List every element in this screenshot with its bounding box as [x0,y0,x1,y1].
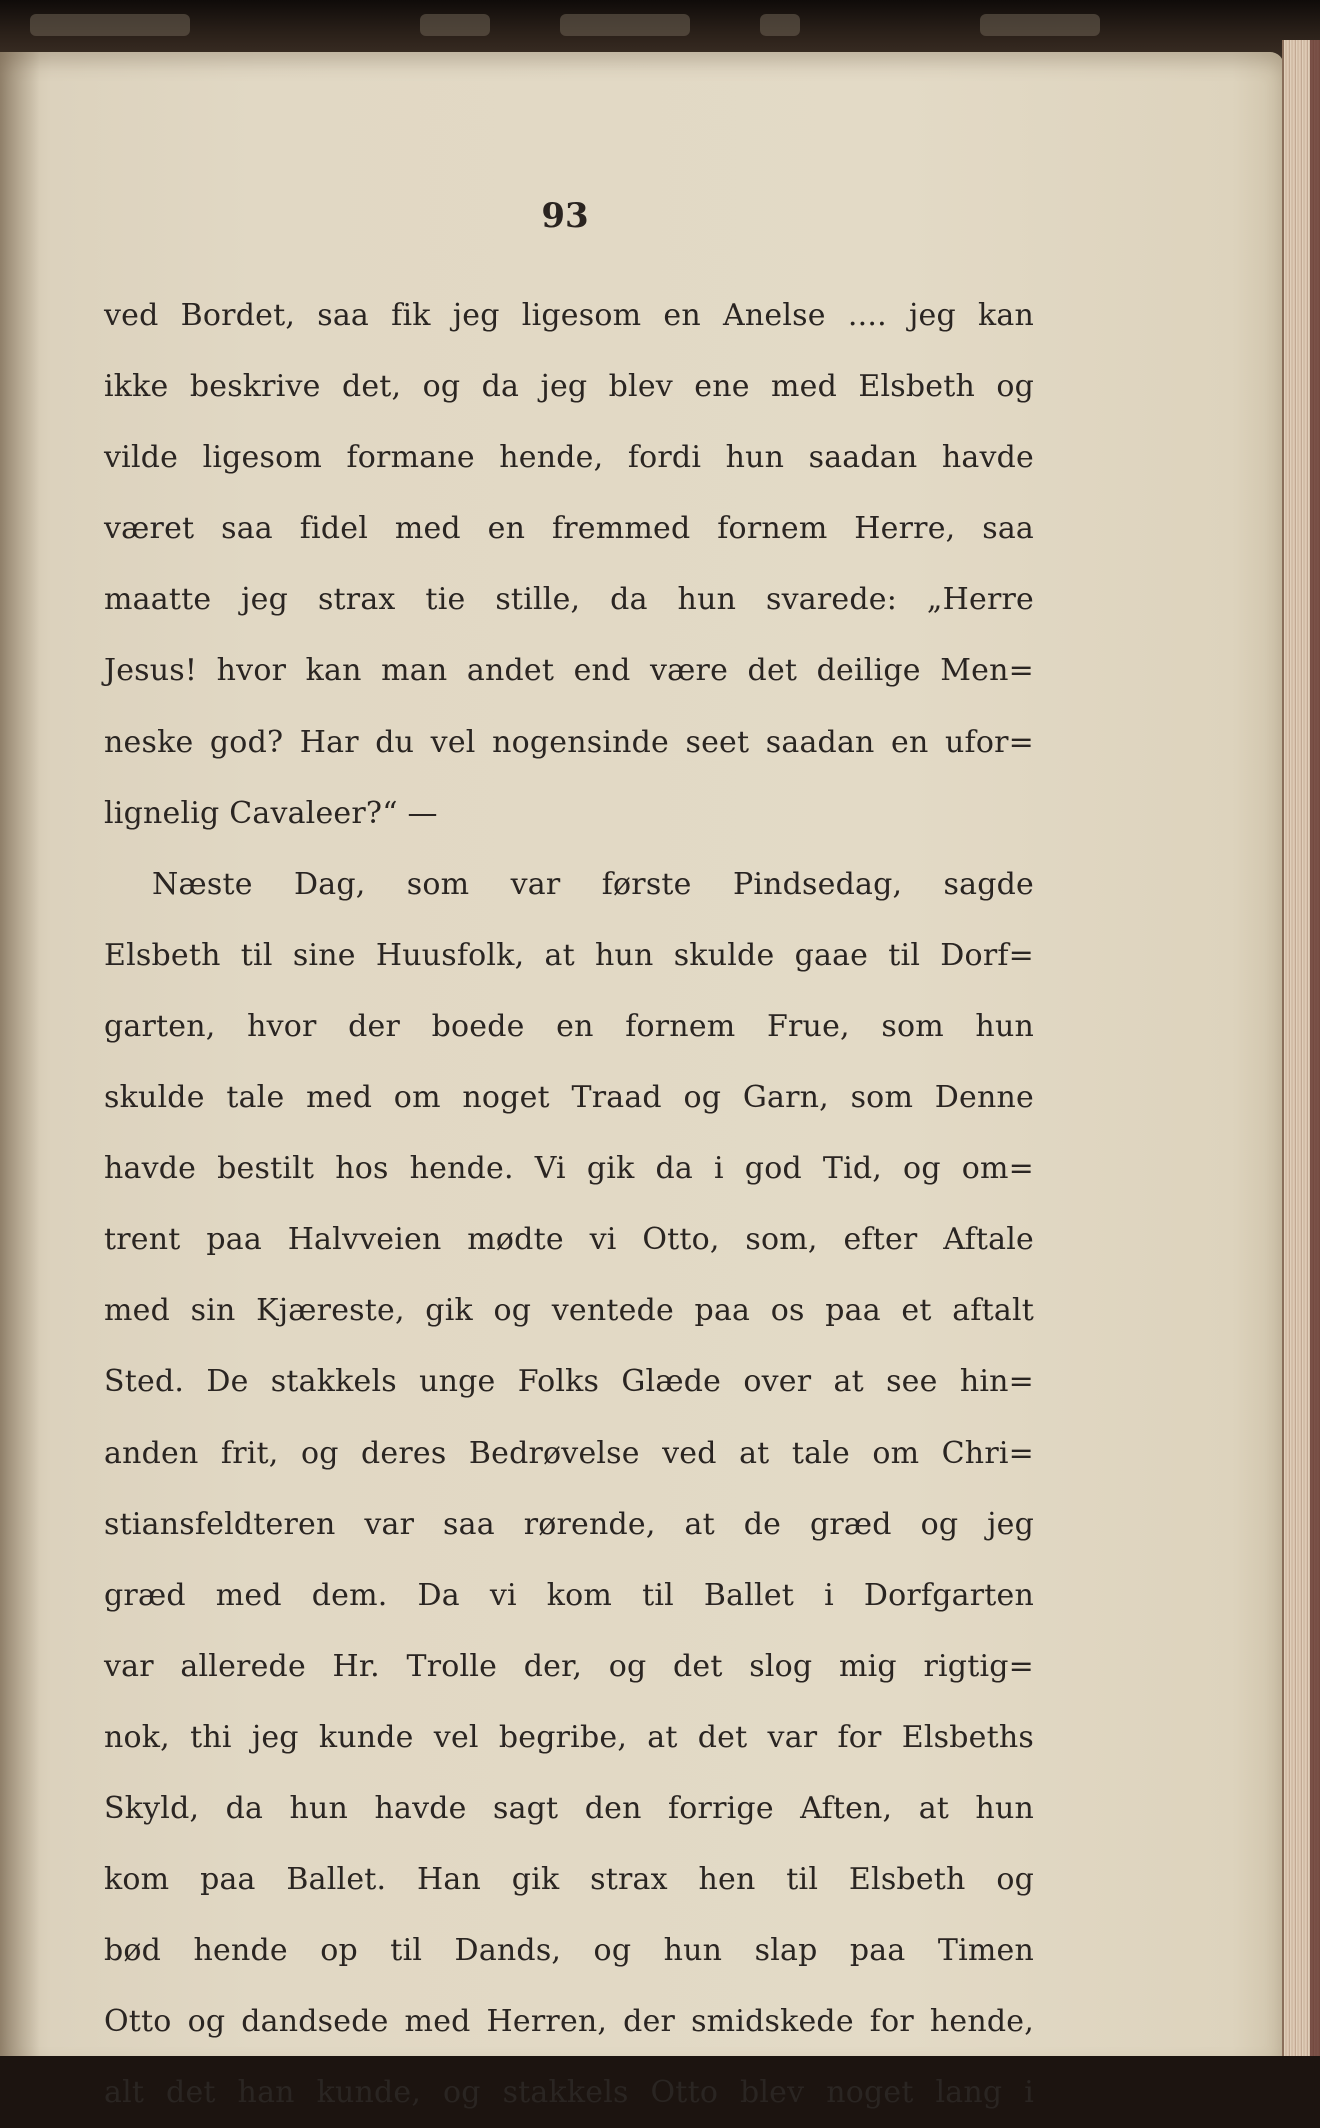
text-line: nok, thi jeg kunde vel begribe, at det var for Elsbeths [104,1719,1034,1755]
book-binding-strip [0,0,1320,60]
text-line: anden frit, og deres Bedrøvelse ved at tale om Chri= [104,1435,1034,1471]
text-line: græd med dem. Da vi kom til Ballet i Dorfgarten [104,1577,1034,1613]
text-line: ikke beskrive det, og da jeg blev ene med Elsbeth og [104,369,1034,405]
binding-scuff [760,14,800,36]
text-line: Elsbeth til sine Huusfolk, at hun skulde gaae til Dorf= [104,937,1034,973]
text-line: Næste Dag, som var første Pindsedag, sagde [152,866,1034,902]
page-edges [1282,40,1320,2056]
binding-scuff [980,14,1100,36]
text-line: Otto og dandsede med Herren, der smidskede for hende, [104,2004,1034,2040]
text-line: Sted. De stakkels unge Folks Glæde over at see hin= [104,1364,1034,1400]
text-line: stiansfeldteren var saa rørende, at de græd og jeg [104,1506,1034,1542]
text-line: trent paa Halvveien mødte vi Otto, som, efter Aftale [104,1222,1034,1258]
text-line: vilde ligesom formane hende, fordi hun saadan havde [104,440,1034,476]
binding-scuff [420,14,490,36]
text-line: neske god? Har du vel nogensinde seet saadan en ufor= [104,724,1034,760]
text-line: maatte jeg strax tie stille, da hun svarede: „Herre [104,582,1034,618]
text-line: havde bestilt hos hende. Vi gik da i god Tid, og om= [104,1151,1034,1187]
body-text [104,280,1034,2128]
text-line: med sin Kjæreste, gik og ventede paa os paa et aftalt [104,1293,1034,1329]
text-line: Jesus! hvor kan man andet end være det deilige Men= [104,653,1034,689]
text-line: skulde tale med om noget Traad og Garn, som Denne [104,1080,1034,1116]
text-line: Skyld, da hun havde sagt den forrige Aften, at hun [104,1790,1034,1826]
binding-scuff [30,14,190,36]
text-line: alt det han kunde, og stakkels Otto blev noget lang i [104,2075,1034,2111]
text-line: var allerede Hr. Trolle der, og det slog mig rigtig= [104,1648,1034,1684]
page-number: 93 [541,196,589,236]
text-line: været saa fidel med en fremmed fornem Herre, saa [104,511,1034,547]
binding-scuff [560,14,690,36]
text-line: lignelig Cavaleer?“ — [104,795,438,831]
text-line: bød hende op til Dands, og hun slap paa Timen [104,1933,1034,1969]
text-line: garten, hvor der boede en fornem Frue, som hun [104,1008,1034,1044]
text-line: kom paa Ballet. Han gik strax hen til Elsbeth og [104,1862,1034,1898]
text-line: ved Bordet, saa fik jeg ligesom en Anelse .... jeg kan [104,298,1034,333]
page-gutter-shadow [0,52,40,2056]
